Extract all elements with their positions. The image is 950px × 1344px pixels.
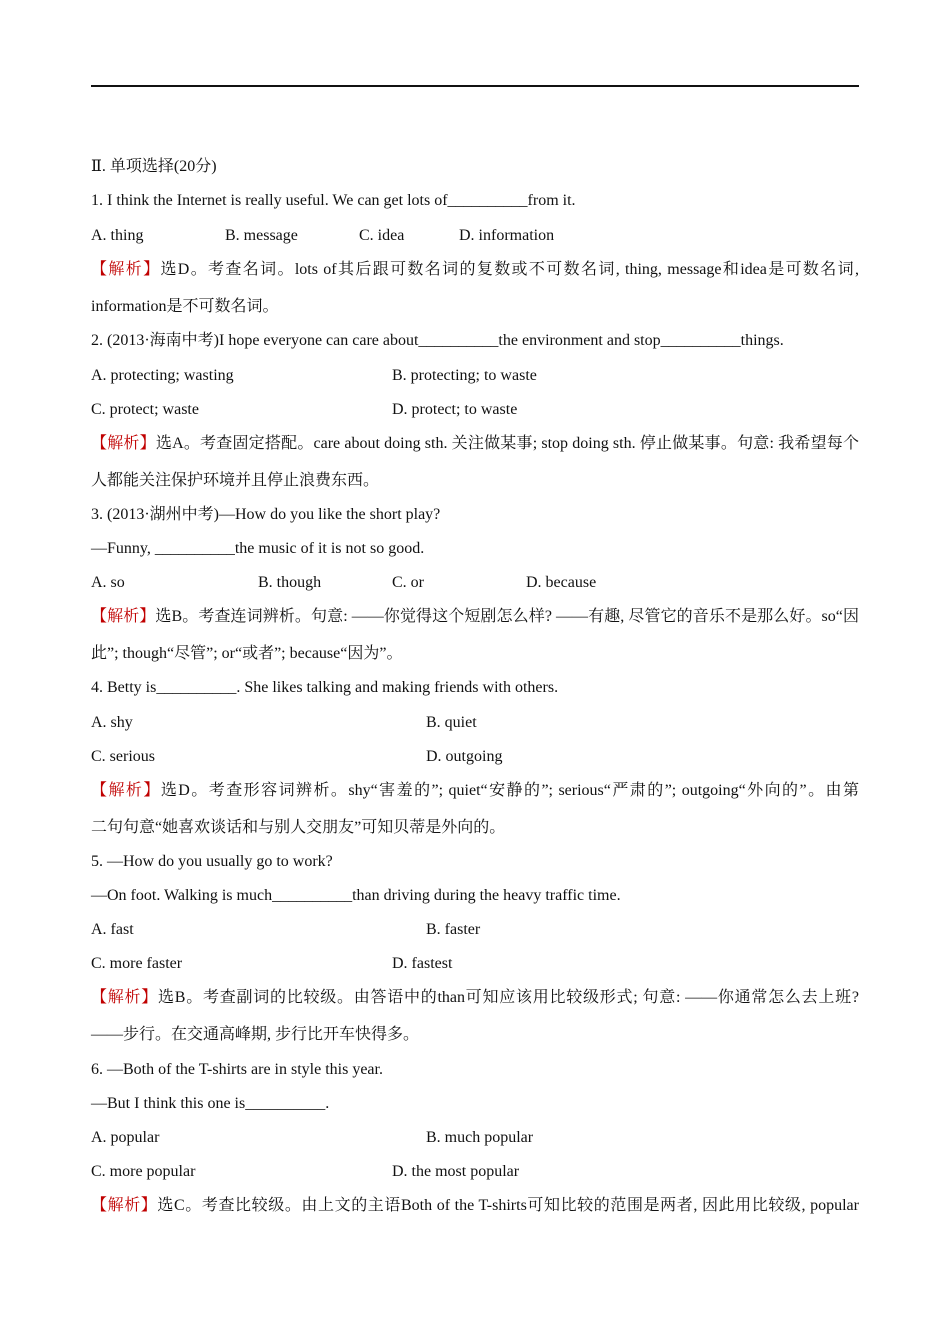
q3-analysis-text: 选B。考查连词辨析。句意: ——你觉得这个短剧怎么样? ——有趣, 尽管它的音乐不是那么好。so“因 (155, 608, 859, 625)
q6-analysis (91, 1196, 859, 1216)
q4-analysis-text: 选D。考查形容词辨析。shy“害羞的”; quiet“安静的”; serious“严肃的”; outgoing“外向的”。由第 (160, 782, 859, 799)
analysis-tag: 【解析】 (91, 608, 156, 625)
q5-option-d: D. fastest (392, 955, 453, 972)
q3-option-a: A. so (91, 574, 125, 591)
q2-option-a: A. protecting; wasting (91, 367, 234, 384)
q2-analysis-text: 选A。考查固定搭配。care about doing sth. 关注做某事; stop doing sth. 停止做某事。句意: 我希望每个 (155, 435, 859, 452)
q6-stem: 6. —Both of the T-shirts are in style this year. (91, 1061, 383, 1078)
analysis-tag: 【解析】 (91, 782, 161, 799)
q1-option-d: D. information (459, 227, 555, 244)
q1-option-a: A. thing (91, 227, 144, 244)
analysis-tag: 【解析】 (91, 1197, 158, 1214)
q4-analysis-cont: 二句句意“她喜欢谈话和与别人交朋友”可知贝蒂是外向的。 (91, 819, 506, 836)
q6-option-b: B. much popular (426, 1129, 534, 1146)
q4-option-b: B. quiet (426, 714, 477, 731)
q5-stem-line2: —On foot. Walking is much__________than driving during the heavy traffic time. (91, 887, 621, 904)
q2-option-c: C. protect; waste (91, 401, 199, 418)
q5-option-a: A. fast (91, 921, 134, 938)
q1-analysis-text: 选D。考查名词。lots of其后跟可数名词的复数或不可数名词, thing, message和idea是可数名词, (160, 261, 859, 278)
section-title: Ⅱ. 单项选择(20分) (91, 158, 217, 175)
q2-analysis-cont: 人都能关注保护环境并且停止浪费东西。 (91, 472, 380, 489)
q1-option-b: B. message (225, 227, 298, 244)
q1-analysis (91, 260, 859, 280)
q3-option-d: D. because (526, 574, 597, 591)
q1-option-c: C. idea (359, 227, 405, 244)
analysis-tag: 【解析】 (91, 989, 159, 1006)
q3-stem-line2: —Funny, __________the music of it is not so good. (91, 540, 425, 557)
q6-option-a: A. popular (91, 1129, 160, 1146)
header-rule (91, 85, 859, 87)
q1-stem: 1. I think the Internet is really useful. We can get lots of__________from it. (91, 192, 576, 209)
q2-stem: 2. (2013·海南中考)I hope everyone can care about__________the environment and stop__________things. (91, 332, 784, 349)
q5-analysis-cont: ——步行。在交通高峰期, 步行比开车快得多。 (91, 1026, 420, 1043)
q4-option-a: A. shy (91, 714, 133, 731)
q3-option-c: C. or (392, 574, 424, 591)
analysis-tag: 【解析】 (91, 435, 156, 452)
q3-analysis (91, 607, 859, 627)
q6-stem-line2: —But I think this one is__________. (91, 1095, 330, 1112)
q5-stem: 5. —How do you usually go to work? (91, 853, 333, 870)
q1-analysis-cont: information是不可数名词。 (91, 298, 279, 315)
q4-option-d: D. outgoing (426, 748, 503, 765)
q6-option-d: D. the most popular (392, 1163, 520, 1180)
q4-option-c: C. serious (91, 748, 155, 765)
q5-option-b: B. faster (426, 921, 481, 938)
q2-analysis (91, 434, 859, 454)
q5-analysis (91, 988, 859, 1008)
q3-option-b: B. though (258, 574, 322, 591)
q3-analysis-cont: 此”; though“尽管”; or“或者”; because“因为”。 (91, 645, 403, 662)
analysis-tag: 【解析】 (91, 261, 161, 278)
q4-stem: 4. Betty is__________. She likes talking and making friends with others. (91, 679, 559, 696)
q2-option-b: B. protecting; to waste (392, 367, 537, 384)
q5-option-c: C. more faster (91, 955, 183, 972)
q4-analysis (91, 781, 859, 801)
q6-option-c: C. more popular (91, 1163, 196, 1180)
q3-stem: 3. (2013·湖州中考)—How do you like the short play? (91, 506, 441, 523)
q6-analysis-text: 选C。考查比较级。由上文的主语Both of the T-shirts可知比较的范围是两者, 因此用比较级, popular (157, 1197, 859, 1214)
q2-option-d: D. protect; to waste (392, 401, 518, 418)
q5-analysis-text: 选B。考查副词的比较级。由答语中的than可知应该用比较级形式; 句意: ——你通常怎么去上班? (158, 989, 859, 1006)
